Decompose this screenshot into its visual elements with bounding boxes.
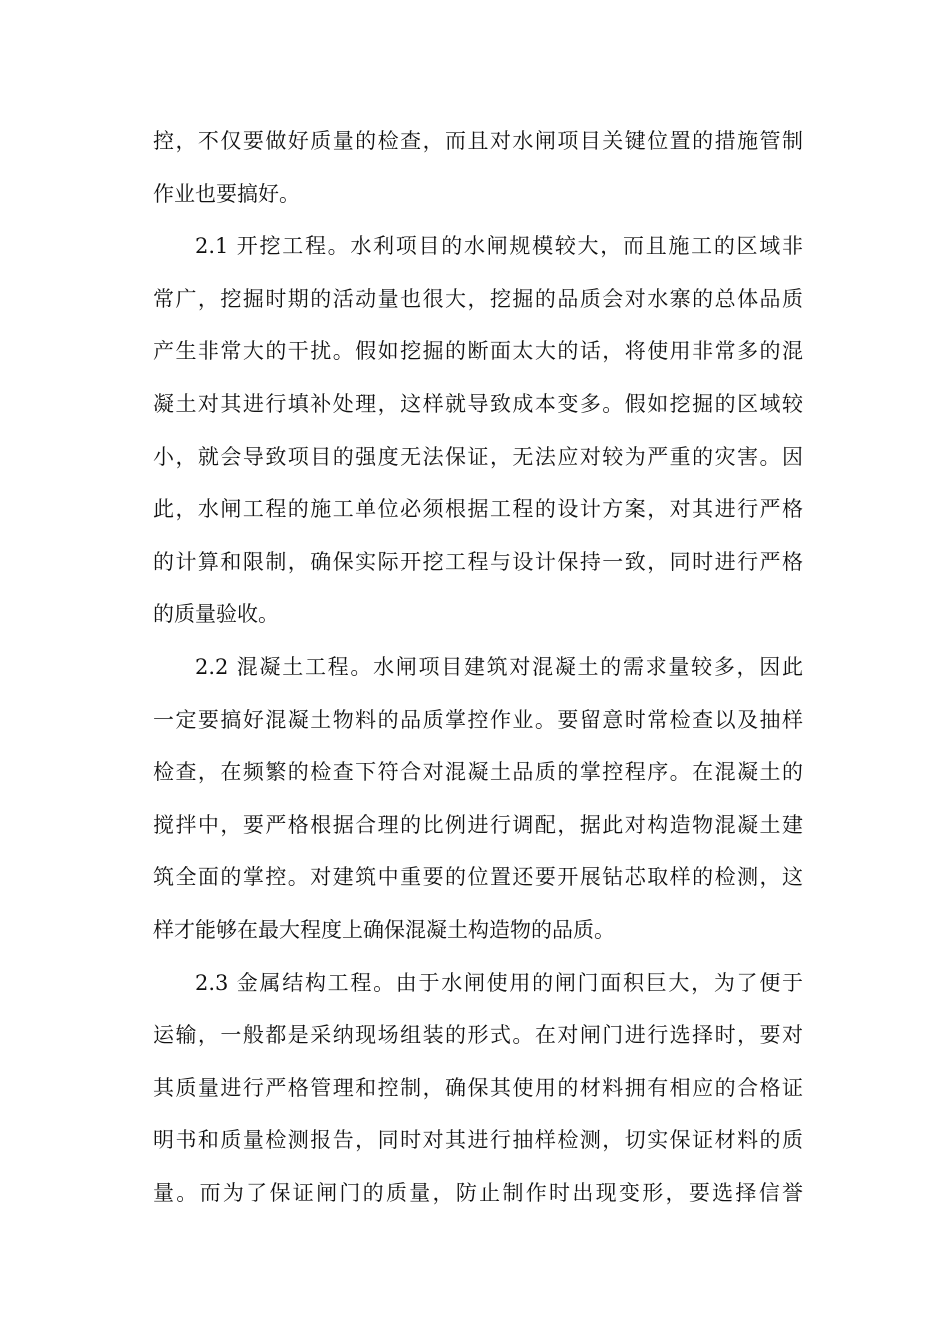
text-line: 控，不仅要做好质量的检查，而且对水闸项目关键位置的措施管制 (153, 129, 803, 153)
text-line: 2.2 混凝土工程。水闸项目建筑对混凝土的需求量较多，因此 (195, 654, 803, 679)
text-line: 常广，挖掘时期的活动量也很大，挖掘的品质会对水寨的总体品质 (153, 286, 803, 311)
text-line: 的计算和限制，确保实际开挖工程与设计保持一致，同时进行严格 (153, 549, 803, 574)
text-line: 其质量进行严格管理和控制，确保其使用的材料拥有相应的合格证 (153, 1075, 803, 1100)
text-line: 运输，一般都是采纳现场组装的形式。在对闸门进行选择时，要对 (153, 1023, 803, 1048)
text-line: 2.3 金属结构工程。由于水闸使用的闸门面积巨大，为了便于 (195, 970, 803, 995)
text-line: 凝土对其进行填补处理，这样就导致成本变多。假如挖掘的区域较 (153, 391, 803, 416)
text-line: 此，水闸工程的施工单位必须根据工程的设计方案，对其进行严格 (153, 497, 803, 522)
text-line: 2.1 开挖工程。水利项目的水闸规模较大，而且施工的区域非 (195, 234, 803, 259)
body-text (153, 115, 803, 1219)
text-line: 检查，在频繁的检查下符合对混凝土品质的掌控程序。在混凝土的 (153, 760, 803, 785)
text-line: 筑全面的掌控。对建筑中重要的位置还要开展钻芯取样的检测，这 (153, 865, 803, 890)
text-line: 小，就会导致项目的强度无法保证，无法应对较为严重的灾害。因 (153, 444, 803, 469)
text-line: 明书和质量检测报告，同时对其进行抽样检测，切实保证材料的质 (153, 1128, 803, 1153)
text-line: 搅拌中，要严格根据合理的比例进行调配，据此对构造物混凝土建 (153, 812, 803, 837)
text-line: 一定要搞好混凝土物料的品质掌控作业。要留意时常检查以及抽样 (153, 707, 803, 732)
text-line: 样才能够在最大程度上确保混凝土构造物的品质。 (153, 917, 615, 942)
text-line: 量。而为了保证闸门的质量，防止制作时出现变形，要选择信誉 (153, 1180, 803, 1205)
text-line: 作业也要搞好。 (153, 181, 300, 206)
text-line: 的质量验收。 (153, 602, 279, 627)
text-line: 产生非常大的干扰。假如挖掘的断面太大的话，将使用非常多的混 (153, 339, 803, 364)
